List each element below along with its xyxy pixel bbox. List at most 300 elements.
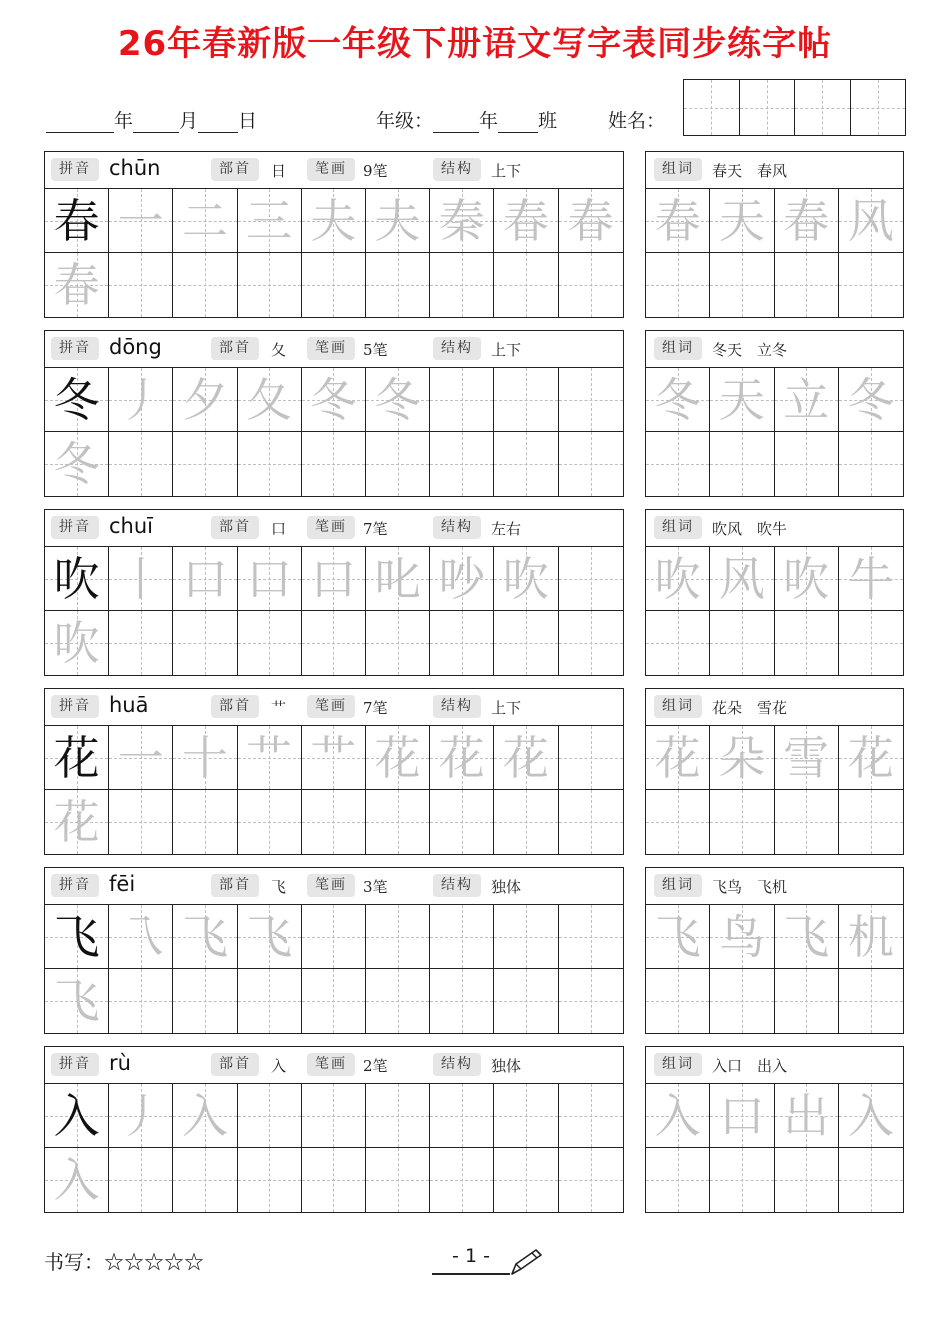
stroke-step-char: 丿 [117,1088,164,1143]
words-header [646,868,903,905]
trace-char: 花 [53,795,100,849]
writing-cell[interactable] [238,790,302,854]
trace-char: 春 [53,258,100,312]
words-practice-grid [646,726,903,854]
writing-cell[interactable] [302,1148,366,1212]
grade-year-label: 年 [479,110,499,132]
strokes-value: 3笔 [363,878,388,896]
stroke-step-char: 丨 [117,551,164,606]
stroke-step-char: 一 [117,193,164,248]
writing-cell[interactable] [238,905,302,969]
writing-cell[interactable] [559,189,623,253]
word-trace-char: 雪 [783,730,830,785]
radical-tag: 部首 [211,874,259,897]
writing-cell[interactable] [109,969,173,1033]
writing-cell[interactable] [430,969,494,1033]
writing-cell[interactable] [430,1084,494,1148]
writing-cell[interactable] [494,790,558,854]
stroke-step-char: 吵 [438,551,485,606]
writing-cell[interactable] [109,432,173,496]
writing-cell[interactable] [366,189,430,253]
name-grid[interactable] [683,79,906,136]
writing-cell[interactable] [559,726,623,790]
structure-value: 独体 [491,1057,522,1075]
practice-row [44,867,904,1034]
char-practice-grid [45,905,623,1033]
writing-cell[interactable] [302,253,366,317]
stroke-step-char: 花 [438,730,485,785]
model-char: 春 [53,193,100,248]
trace-char: 入 [53,1153,100,1207]
word-writing-cell[interactable] [710,611,774,675]
writing-cell[interactable] [494,1084,558,1148]
word-trace-char: 鸟 [718,909,765,964]
char-card [44,1046,624,1213]
writing-cell[interactable] [494,547,558,611]
writing-cell[interactable] [45,547,109,611]
word-writing-cell[interactable] [646,547,710,611]
word-writing-cell[interactable] [839,790,903,854]
trace-char: 冬 [53,437,100,491]
writing-cell[interactable] [109,905,173,969]
char-info-header [45,1047,623,1084]
writing-cell[interactable] [109,726,173,790]
writing-cell[interactable] [302,1084,366,1148]
words-tag: 组词 [654,516,702,539]
words-practice-grid [646,368,903,496]
writing-cell[interactable] [494,1148,558,1212]
writing-cell[interactable] [173,790,237,854]
writing-cell[interactable] [45,189,109,253]
word-writing-cell[interactable] [646,790,710,854]
structure-tag: 结构 [433,337,481,360]
word-trace-char: 立 [783,372,830,427]
writing-cell[interactable] [173,547,237,611]
writing-cell[interactable] [238,611,302,675]
writing-cell[interactable] [173,969,237,1033]
stroke-step-char: 花 [374,730,421,785]
words-card [645,509,904,676]
writing-cell[interactable] [238,432,302,496]
practice-row [44,1046,904,1213]
grade-class-label: 班 [538,110,558,132]
word-trace-char: 牛 [847,551,894,606]
writing-cell[interactable] [430,432,494,496]
stroke-step-char: 春 [502,193,549,248]
word-writing-cell[interactable] [775,253,839,317]
word-trace-char: 花 [847,730,894,785]
writing-cell[interactable] [302,969,366,1033]
pinyin-value: rù [109,1051,131,1075]
writing-cell[interactable] [366,905,430,969]
word-trace-char: 飞 [783,909,830,964]
strokes-value: 2笔 [363,1057,388,1075]
words-practice-grid [646,1084,903,1212]
word-writing-cell[interactable] [775,611,839,675]
writing-cell[interactable] [238,368,302,432]
writing-cell[interactable] [45,790,109,854]
writing-cell[interactable] [559,969,623,1033]
writing-cell[interactable] [45,905,109,969]
writing-cell[interactable] [173,1084,237,1148]
writing-cell[interactable] [238,547,302,611]
pinyin-tag: 拼音 [51,158,99,181]
writing-cell[interactable] [238,969,302,1033]
writing-cell[interactable] [494,189,558,253]
word-writing-cell[interactable] [646,969,710,1033]
radical-value: 口 [271,520,287,538]
words-header [646,689,903,726]
writing-cell[interactable] [173,905,237,969]
words-tag: 组词 [654,337,702,360]
writing-cell[interactable] [238,1084,302,1148]
writing-cell[interactable] [238,726,302,790]
words-header [646,1047,903,1084]
word-trace-char: 入 [847,1088,894,1143]
stroke-step-char: 冬 [374,372,421,427]
strokes-tag: 笔画 [307,158,355,181]
strokes-value: 7笔 [363,699,388,717]
words-practice-grid [646,905,903,1033]
structure-tag: 结构 [433,874,481,897]
word-trace-char: 春 [654,193,701,248]
word-writing-cell[interactable] [839,726,903,790]
writing-cell[interactable] [302,611,366,675]
grade-line [376,106,557,133]
model-char: 入 [53,1088,100,1143]
stroke-step-char: 十 [181,730,228,785]
word-writing-cell[interactable] [710,432,774,496]
word-trace-char: 花 [654,730,701,785]
structure-tag: 结构 [433,1053,481,1076]
grade-year-blank[interactable] [433,112,479,133]
pinyin-value: chūn [109,156,161,180]
practice-row [44,330,904,497]
word-writing-cell[interactable] [646,189,710,253]
writing-cell[interactable] [494,969,558,1033]
writing-cell[interactable] [494,611,558,675]
word-writing-cell[interactable] [839,189,903,253]
name-cell[interactable] [684,80,740,135]
writing-cell[interactable] [366,432,430,496]
month-label: 月 [179,110,199,132]
word-writing-cell[interactable] [839,1084,903,1148]
word-writing-cell[interactable] [710,253,774,317]
writing-cell[interactable] [494,253,558,317]
strokes-tag: 笔画 [307,874,355,897]
word-writing-cell[interactable] [775,189,839,253]
name-cell[interactable] [795,80,851,135]
writing-cell[interactable] [430,189,494,253]
stroke-step-char: 秦 [438,193,485,248]
word-writing-cell[interactable] [775,1148,839,1212]
word-trace-char: 吹 [783,551,830,606]
word-writing-cell[interactable] [646,1148,710,1212]
word-writing-cell[interactable] [839,905,903,969]
writing-cell[interactable] [173,611,237,675]
rating-label: 书写：☆☆☆☆☆ [44,1250,204,1274]
word-writing-cell[interactable] [710,1084,774,1148]
word-trace-char: 风 [847,193,894,248]
word-trace-char: 风 [718,551,765,606]
stroke-step-char: 入 [181,1088,228,1143]
word-writing-cell[interactable] [775,905,839,969]
stroke-step-char: 叱 [374,551,421,606]
writing-cell[interactable] [238,1148,302,1212]
writing-cell[interactable] [559,368,623,432]
word-writing-cell[interactable] [775,969,839,1033]
writing-cell[interactable] [45,432,109,496]
writing-cell[interactable] [45,368,109,432]
char-practice-grid [45,1084,623,1212]
word-writing-cell[interactable] [710,905,774,969]
writing-cell[interactable] [430,726,494,790]
practice-row [44,688,904,855]
structure-value: 上下 [491,162,522,180]
stroke-step-char: 吹 [502,551,549,606]
model-char: 吹 [53,551,100,606]
word-trace-char: 入 [654,1088,701,1143]
writing-cell[interactable] [45,1084,109,1148]
word-writing-cell[interactable] [775,368,839,432]
model-char: 飞 [53,909,100,964]
char-practice-grid [45,547,623,675]
writing-cell[interactable] [494,726,558,790]
strokes-value: 7笔 [363,520,388,538]
writing-cell[interactable] [559,1148,623,1212]
char-card [44,867,624,1034]
radical-tag: 部首 [211,158,259,181]
writing-cell[interactable] [302,189,366,253]
writing-cell[interactable] [430,1148,494,1212]
word-writing-cell[interactable] [775,547,839,611]
writing-cell[interactable] [366,611,430,675]
structure-value: 左右 [491,520,522,538]
writing-cell[interactable] [302,368,366,432]
word-writing-cell[interactable] [646,611,710,675]
word-writing-cell[interactable] [839,368,903,432]
radical-tag: 部首 [211,337,259,360]
stroke-step-char: 一 [117,730,164,785]
word-trace-char: 春 [783,193,830,248]
grade-class-blank[interactable] [498,112,538,133]
char-info-header [45,868,623,905]
word-writing-cell[interactable] [710,790,774,854]
word-writing-cell[interactable] [775,432,839,496]
words-card [645,688,904,855]
structure-value: 独体 [491,878,522,896]
writing-cell[interactable] [302,790,366,854]
char-info-header [45,152,623,189]
char-info-header [45,689,623,726]
writing-cell[interactable] [45,1148,109,1212]
model-char: 冬 [53,372,100,427]
char-card [44,688,624,855]
radical-value: 入 [271,1057,287,1075]
stroke-step-char: 口 [246,551,293,606]
writing-cell[interactable] [45,253,109,317]
name-cell[interactable] [851,80,906,135]
writing-cell[interactable] [109,1084,173,1148]
writing-cell[interactable] [173,1148,237,1212]
writing-cell[interactable] [559,432,623,496]
writing-cell[interactable] [559,611,623,675]
char-practice-grid [45,726,623,854]
day-blank[interactable] [198,112,238,133]
words-value: 春天 春风 [712,162,788,180]
word-writing-cell[interactable] [839,1148,903,1212]
writing-cell[interactable] [430,547,494,611]
words-practice-grid [646,547,903,675]
word-writing-cell[interactable] [646,253,710,317]
words-tag: 组词 [654,695,702,718]
words-header [646,510,903,547]
writing-cell[interactable] [430,611,494,675]
word-writing-cell[interactable] [775,726,839,790]
pinyin-tag: 拼音 [51,337,99,360]
writing-cell[interactable] [559,1084,623,1148]
word-writing-cell[interactable] [710,1148,774,1212]
word-writing-cell[interactable] [839,253,903,317]
words-card [645,330,904,497]
writing-cell[interactable] [109,1148,173,1212]
word-writing-cell[interactable] [839,432,903,496]
writing-cell[interactable] [494,905,558,969]
writing-cell[interactable] [430,368,494,432]
writing-cell[interactable] [494,368,558,432]
stroke-step-char: 二 [181,193,228,248]
writing-cell[interactable] [302,726,366,790]
radical-value: 夂 [271,341,287,359]
writing-cell[interactable] [366,368,430,432]
writing-cell[interactable] [173,432,237,496]
stroke-step-char: 夂 [246,372,293,427]
word-writing-cell[interactable] [839,611,903,675]
writing-cell[interactable] [366,1148,430,1212]
radical-value: 艹 [271,699,287,717]
pinyin-value: fēi [109,872,136,896]
writing-cell[interactable] [173,726,237,790]
writing-cell[interactable] [45,726,109,790]
writing-cell[interactable] [238,253,302,317]
stroke-step-char: 花 [502,730,549,785]
word-writing-cell[interactable] [710,368,774,432]
name-label: 姓名： [608,110,666,132]
char-info-header [45,331,623,368]
word-writing-cell[interactable] [646,368,710,432]
structure-tag: 结构 [433,516,481,539]
stroke-step-char: 三 [246,193,293,248]
writing-cell[interactable] [366,726,430,790]
word-writing-cell[interactable] [646,905,710,969]
writing-cell[interactable] [494,432,558,496]
month-blank[interactable] [133,112,179,133]
writing-cell[interactable] [559,790,623,854]
writing-cell[interactable] [559,905,623,969]
writing-cell[interactable] [430,905,494,969]
writing-cell[interactable] [109,253,173,317]
writing-cell[interactable] [559,253,623,317]
writing-cell[interactable] [238,189,302,253]
strokes-value: 9笔 [363,162,388,180]
writing-cell[interactable] [109,611,173,675]
words-value: 冬天 立冬 [712,341,788,359]
word-trace-char: 冬 [847,372,894,427]
word-writing-cell[interactable] [839,969,903,1033]
writing-cell[interactable] [366,253,430,317]
radical-tag: 部首 [211,1053,259,1076]
date-line [46,106,257,133]
writing-cell[interactable] [430,790,494,854]
stroke-step-char: 艹 [310,730,357,785]
word-writing-cell[interactable] [775,1084,839,1148]
pinyin-value: dōng [109,335,162,359]
word-writing-cell[interactable] [646,726,710,790]
writing-cell[interactable] [45,969,109,1033]
words-value: 吹风 吹牛 [712,520,788,538]
writing-cell[interactable] [430,253,494,317]
word-writing-cell[interactable] [646,1084,710,1148]
char-practice-grid [45,368,623,496]
writing-cell[interactable] [109,189,173,253]
word-trace-char: 天 [718,372,765,427]
word-writing-cell[interactable] [710,189,774,253]
strokes-tag: 笔画 [307,1053,355,1076]
writing-cell[interactable] [302,547,366,611]
pinyin-tag: 拼音 [51,874,99,897]
writing-cell[interactable] [109,790,173,854]
writing-cell[interactable] [173,189,237,253]
words-header [646,152,903,189]
name-cell[interactable] [740,80,796,135]
writing-cell[interactable] [173,253,237,317]
words-tag: 组词 [654,874,702,897]
word-writing-cell[interactable] [710,969,774,1033]
pinyin-value: chuī [109,514,153,538]
words-value: 飞鸟 飞机 [712,878,788,896]
word-writing-cell[interactable] [710,547,774,611]
words-card [645,867,904,1034]
writing-cell[interactable] [559,547,623,611]
writing-cell[interactable] [109,547,173,611]
writing-cell[interactable] [45,611,109,675]
word-trace-char: 冬 [654,372,701,427]
structure-value: 上下 [491,699,522,717]
stroke-step-char: 口 [310,551,357,606]
writing-cell[interactable] [109,368,173,432]
year-blank[interactable] [46,112,114,133]
trace-char: 吹 [53,616,100,670]
word-writing-cell[interactable] [710,726,774,790]
stroke-step-char: 口 [181,551,228,606]
word-writing-cell[interactable] [775,790,839,854]
word-writing-cell[interactable] [839,547,903,611]
word-writing-cell[interactable] [646,432,710,496]
char-practice-grid [45,189,623,317]
words-practice-grid [646,189,903,317]
writing-cell[interactable] [366,1084,430,1148]
writing-cell[interactable] [302,905,366,969]
strokes-tag: 笔画 [307,337,355,360]
writing-cell[interactable] [366,790,430,854]
stroke-step-char: 春 [567,193,614,248]
words-card [645,151,904,318]
writing-cell[interactable] [366,969,430,1033]
strokes-value: 5笔 [363,341,388,359]
writing-cell[interactable] [173,368,237,432]
writing-cell[interactable] [366,547,430,611]
writing-cell[interactable] [302,432,366,496]
